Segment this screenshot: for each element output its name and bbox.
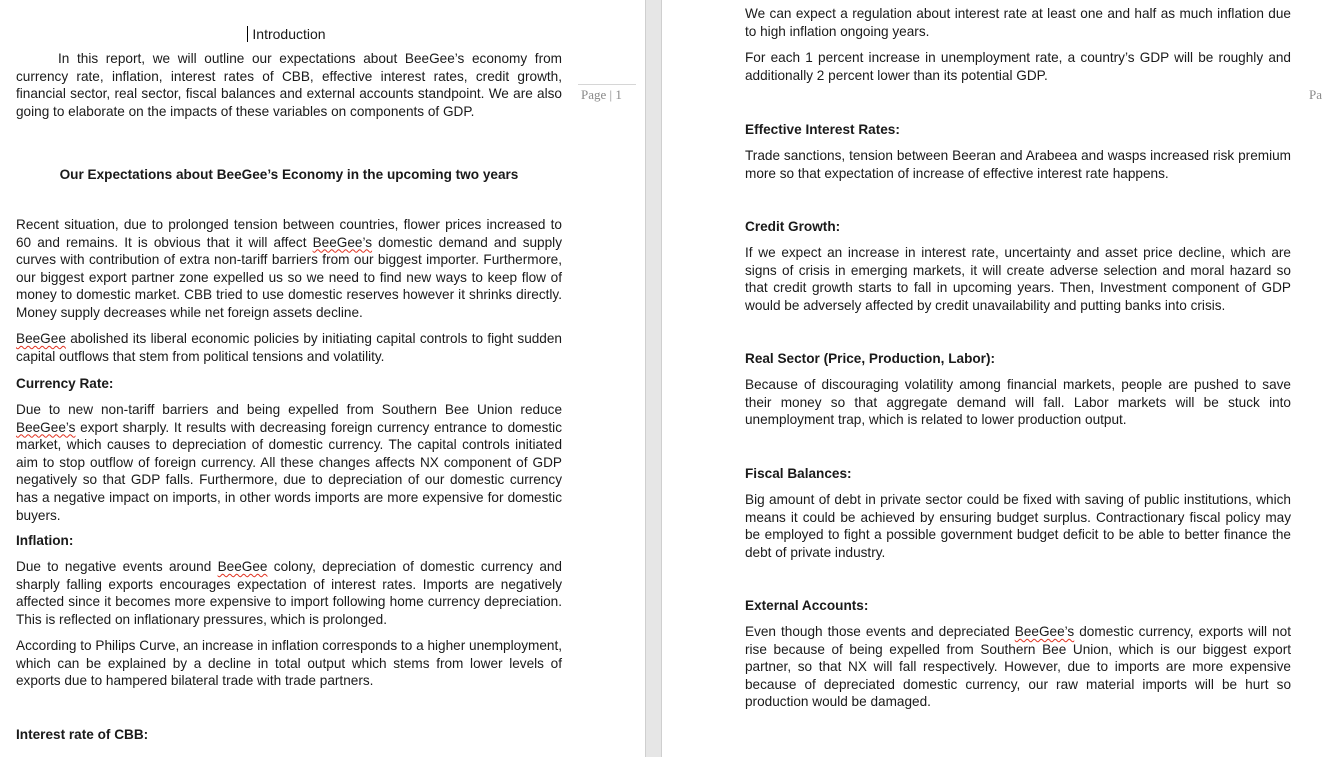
effective-interest-paragraph[interactable]: Trade sanctions, tension between Beeran and Arabeea and wasps increased risk premium more so that expectation of increase of effective interest rate happens. [745, 148, 1291, 181]
credit-growth-paragraph[interactable]: If we expect an increase in interest rate, uncertainty and asset price decline, which are signs of crisis in emerging markets, it will create adverse selection and moral hazard so that credit growth starts to fall in upcoming years. Then, Investment component of GDP would be adversely affected by credit unavailability and putting banks into crisis. [745, 245, 1291, 313]
external-text-start: Even though those events and depreciated [745, 624, 1010, 639]
document-page-2[interactable] [662, 0, 1320, 757]
spellcheck-word[interactable]: BeeGee [217, 559, 268, 574]
spellcheck-word[interactable]: BeeGee’s [1014, 624, 1075, 639]
real-sector-paragraph[interactable]: Because of discouraging volatility among financial markets, people are pushed to save their money so that aggregate demand will fall. Labor markets will be stuck into unemployment trap, which is related to lower production output. [745, 377, 1291, 428]
spellcheck-word[interactable]: BeeGee’s [312, 234, 373, 250]
interest-rate-heading: Interest rate of CBB: [16, 727, 149, 742]
page-number-label: Page | 1 [581, 87, 622, 102]
currency-text-end: export sharply. It results with decreasing foreign currency entrance to domestic market, which causes to depreciation of domestic currency. The capital controls initiated aim to stop outflow of foreign currency. All these changes affects NX component of GDP negatively so that GDP falls. Furthermore, due to depreciation of our domestic currency has a negative impact on imports, in other words imports are more expensive for domestic buyers. [16, 419, 562, 523]
inflation-paragraph[interactable] [16, 558, 562, 628]
spellcheck-word[interactable]: BeeGee [16, 331, 66, 346]
external-accounts-heading: External Accounts: [745, 598, 869, 613]
expectations-heading: Our Expectations about BeeGee’s Economy in the upcoming two years [59, 167, 519, 182]
external-accounts-paragraph[interactable] [745, 623, 1291, 711]
document-page-1[interactable] [0, 0, 645, 757]
external-text-end: domestic currency, exports will not rise because of being expelled from Southern Bee Union, which is our biggest export partner, so that NX will fall respectively. However, due to imports are more expensive because of depreciated domestic currency, our raw material imports will be hurt so production would be damaged. [745, 624, 1291, 710]
page-gutter [645, 0, 662, 757]
header-divider [578, 84, 636, 85]
effective-interest-heading: Effective Interest Rates: [745, 122, 900, 137]
recent-text-start: Recent situation, due to prolonged tension between countries, flower prices increased to 60 and remains. It is obvious that it will affect [16, 217, 562, 250]
regulation-paragraph[interactable]: We can expect a regulation about interest rate at least one and half as much inflation due to high inflation ongoing years. [745, 6, 1291, 39]
philips-curve-paragraph[interactable]: According to Philips Curve, an increase in inflation corresponds to a higher unemployment, which can be explained by a decline in total output which stems from lower levels of exports due to hampered bilateral trade with trade partners. [16, 638, 562, 689]
real-sector-heading: Real Sector (Price, Production, Labor): [745, 351, 996, 366]
page-number-label-partial: Pa [1309, 87, 1322, 102]
currency-rate-heading: Currency Rate: [16, 376, 114, 391]
inflation-heading: Inflation: [16, 533, 74, 548]
currency-paragraph[interactable] [16, 401, 562, 524]
introduction-heading: Introduction [252, 26, 326, 42]
recent-situation-paragraph[interactable] [16, 216, 562, 322]
fiscal-balances-heading: Fiscal Balances: [745, 466, 852, 481]
abolished-paragraph[interactable] [16, 330, 562, 365]
currency-text-start: Due to new non-tariff barriers and being expelled from Southern Bee Union reduce [16, 402, 562, 417]
inflation-text-start: Due to negative events around [16, 559, 212, 574]
spellcheck-word[interactable]: BeeGee’s [16, 419, 76, 435]
recent-text-end: domestic demand and supply curves with contribution of extra non-tariff barriers from our biggest importer. Furthermore, our biggest export partner zone expelled us so we need to find new ways to keep flow of money to domestic market. CBB tried to use domestic reserves however it shrinks directly. Money supply decreases while net foreign assets decline. [16, 234, 562, 320]
unemployment-paragraph[interactable]: For each 1 percent increase in unemployment rate, a country’s GDP will be roughly and additionally 2 percent lower than its potential GDP. [745, 50, 1291, 83]
intro-paragraph[interactable]: In this report, we will outline our expectations about BeeGee’s economy from currency rate, inflation, interest rates of CBB, effective interest rates, credit growth, financial sector, real sector, fiscal balances and external accounts standpoint. We are also going to elaborate on the impacts of these variables on components of GDP. [16, 51, 562, 119]
fiscal-balances-paragraph[interactable]: Big amount of debt in private sector could be fixed with saving of public institutions, which means it could be achieved by ensuring budget surplus. Contractionary fiscal policy may be employed to fight a possible government budget deficit to be able to better finance the debt of private industry. [745, 492, 1291, 560]
abolished-text: abolished its liberal economic policies by initiating capital controls to fight sudden capital outflows that stem from political tensions and volatility. [16, 331, 562, 364]
credit-growth-heading: Credit Growth: [745, 219, 841, 234]
inflation-text-end: colony, depreciation of domestic currency and sharply falling exports encourages expectation of interest rates. Imports are negatively affected since it becomes more expensive to import following home currency depreciation. This is reflected on inflationary pressures, which is prolonged. [16, 559, 562, 627]
